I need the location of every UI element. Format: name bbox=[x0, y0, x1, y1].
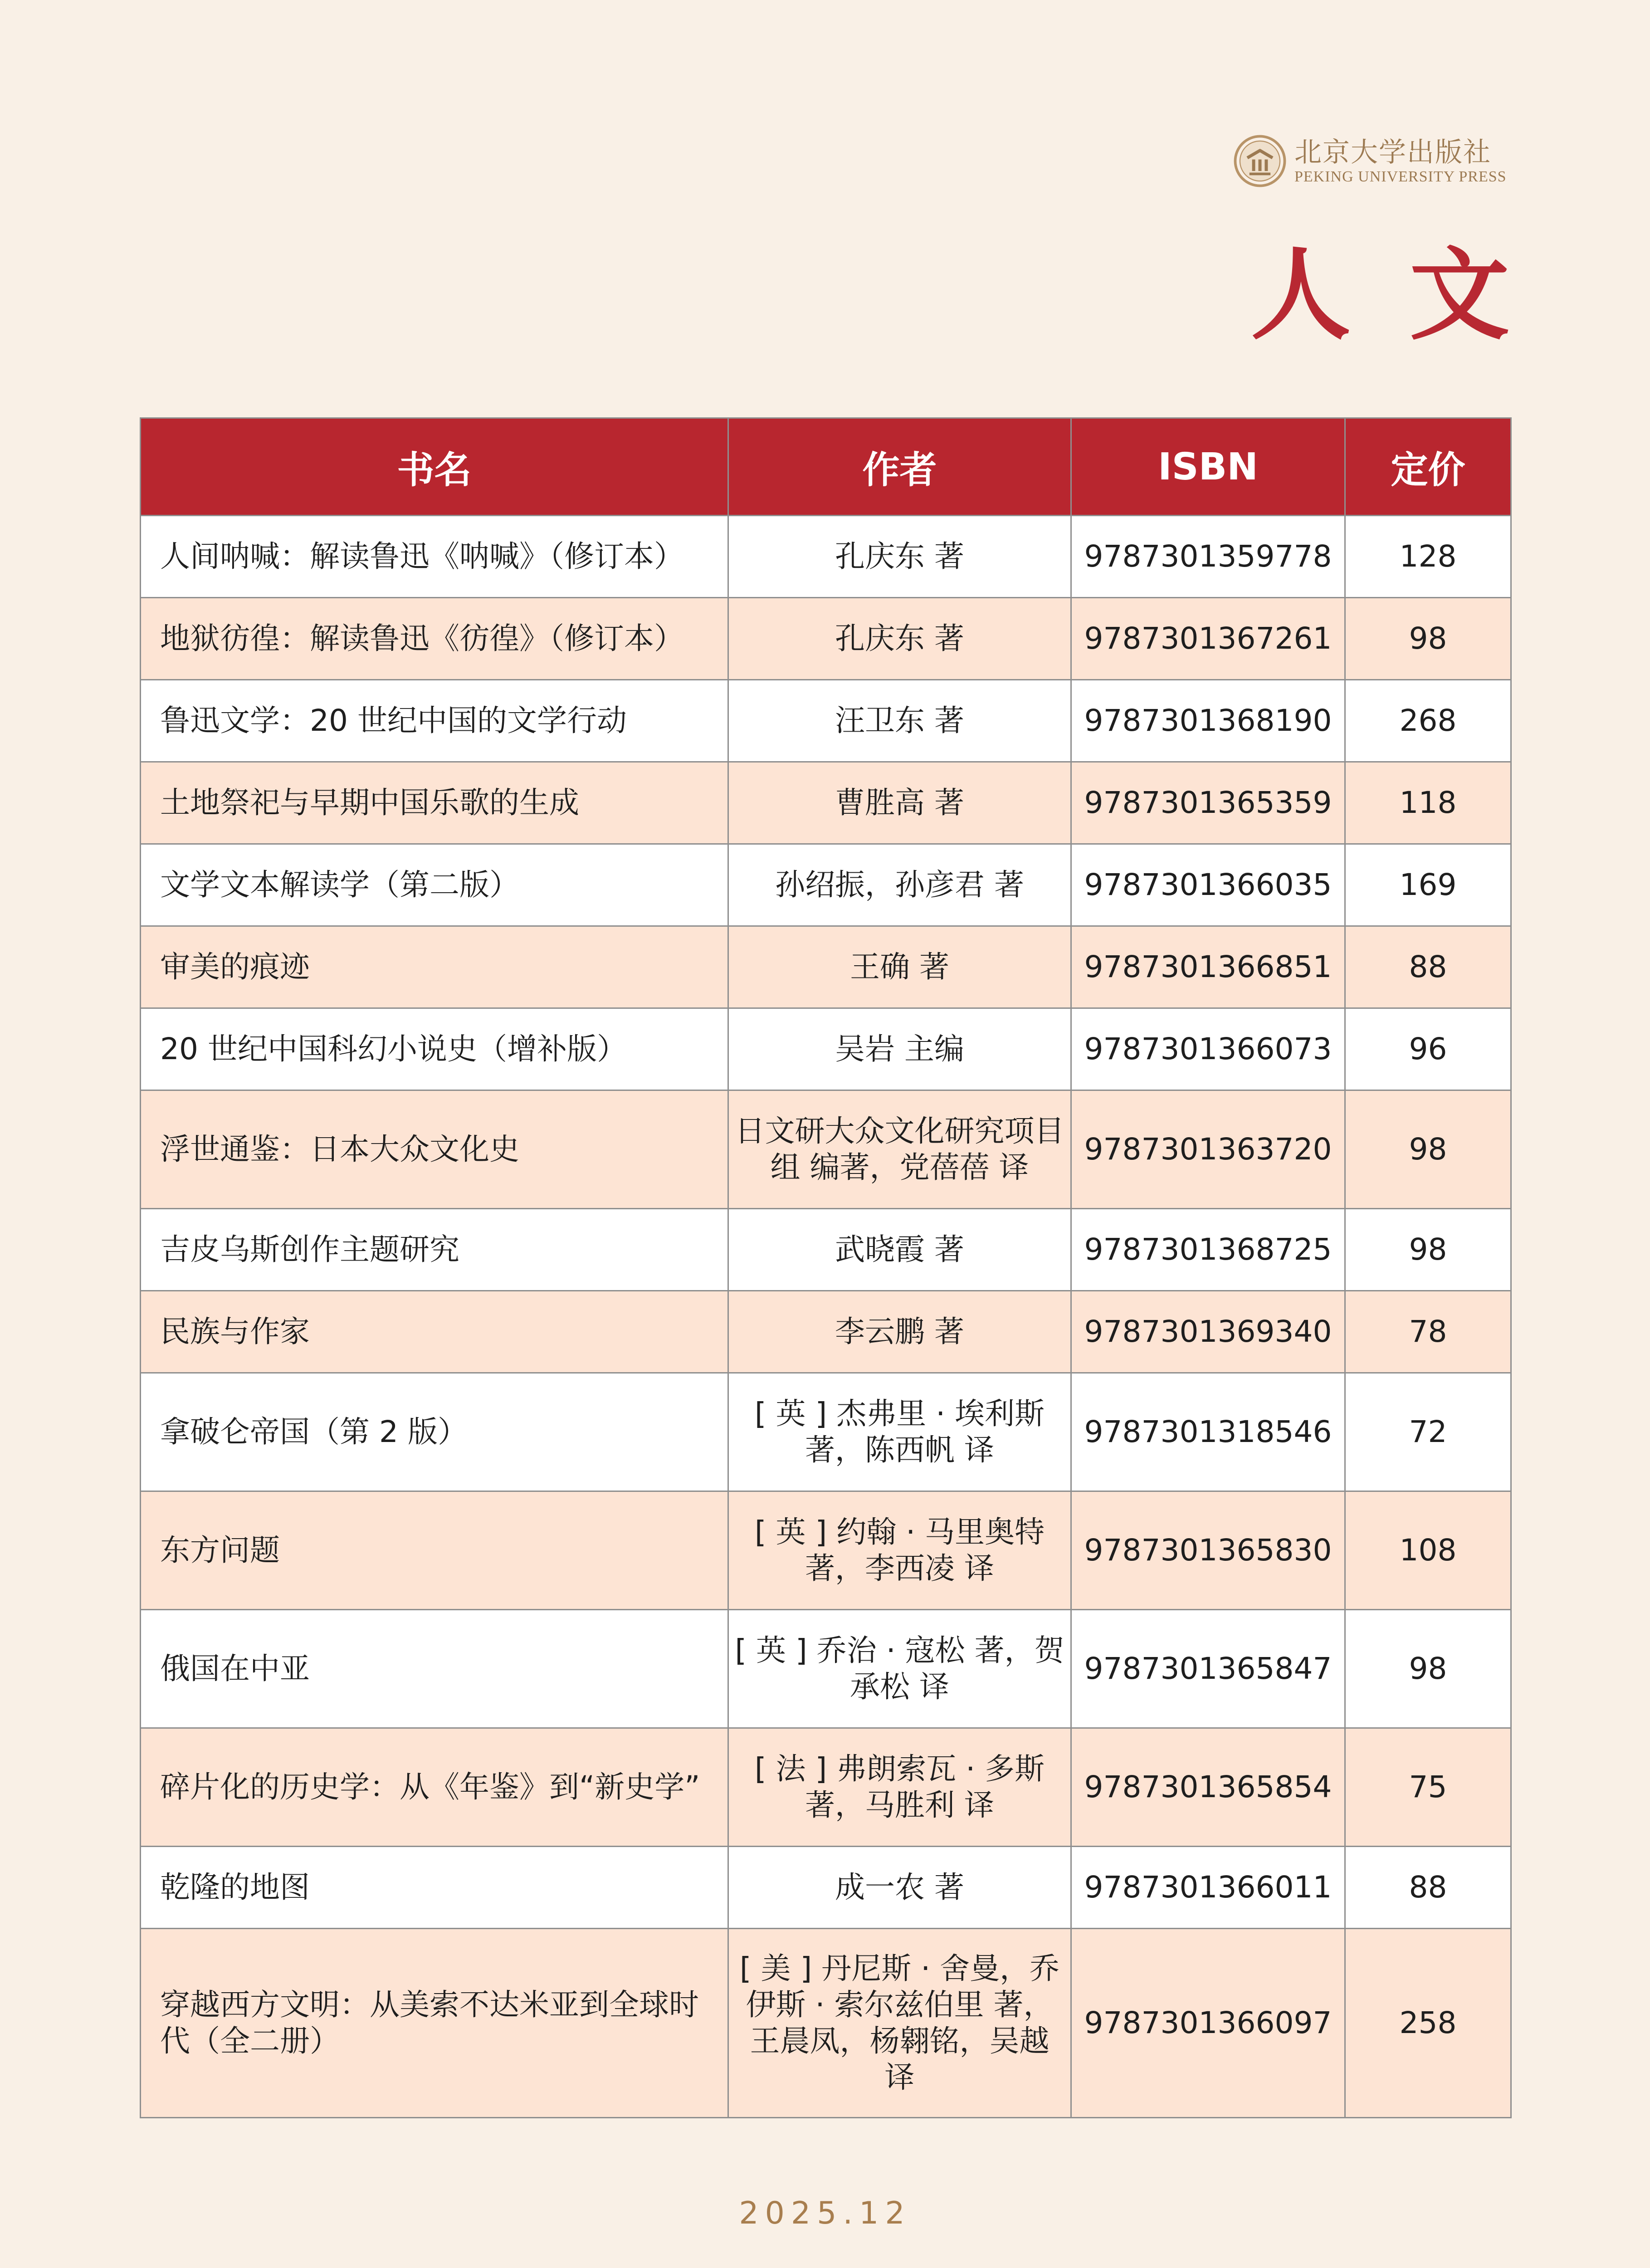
book-isbn: 9787301366011 bbox=[1071, 1847, 1345, 1929]
book-isbn: 9787301369340 bbox=[1071, 1291, 1345, 1373]
book-title: 穿越西方文明：从美索不达米亚到全球时代（全二册） bbox=[141, 1929, 728, 2118]
book-isbn: 9787301368190 bbox=[1071, 680, 1345, 762]
book-title: 人间呐喊：解读鲁迅《呐喊》（修订本） bbox=[141, 516, 728, 598]
peking-university-seal-icon bbox=[1234, 135, 1286, 187]
book-price: 88 bbox=[1345, 926, 1511, 1008]
book-isbn: 9787301366097 bbox=[1071, 1929, 1345, 2118]
book-price: 128 bbox=[1345, 516, 1511, 598]
book-title: 土地祭祀与早期中国乐歌的生成 bbox=[141, 762, 728, 844]
book-title: 20 世纪中国科幻小说史（增补版） bbox=[141, 1008, 728, 1090]
book-isbn: 9787301365830 bbox=[1071, 1491, 1345, 1610]
book-isbn: 9787301359778 bbox=[1071, 516, 1345, 598]
book-title: 东方问题 bbox=[141, 1491, 728, 1610]
book-price: 96 bbox=[1345, 1008, 1511, 1090]
section-title: 人文 bbox=[1250, 236, 1568, 353]
book-price: 258 bbox=[1345, 1929, 1511, 2118]
table-row bbox=[141, 1008, 1511, 1090]
book-title: 鲁迅文学：20 世纪中国的文学行动 bbox=[141, 680, 728, 762]
table-row bbox=[141, 1090, 1511, 1209]
book-title: 文学文本解读学（第二版） bbox=[141, 844, 728, 926]
publisher-name-cn: 北京大学出版社 bbox=[1294, 137, 1491, 168]
book-price: 118 bbox=[1345, 762, 1511, 844]
table-row bbox=[141, 516, 1511, 598]
book-price: 98 bbox=[1345, 1090, 1511, 1209]
book-author: 李云鹏 著 bbox=[728, 1291, 1071, 1373]
book-author: [ 英 ] 杰弗里 · 埃利斯 著，陈西帆 译 bbox=[728, 1373, 1071, 1491]
book-isbn: 9787301318546 bbox=[1071, 1373, 1345, 1491]
book-title: 拿破仑帝国（第 2 版） bbox=[141, 1373, 728, 1491]
book-isbn: 9787301363720 bbox=[1071, 1090, 1345, 1209]
table-row bbox=[141, 1491, 1511, 1610]
book-author: 王确 著 bbox=[728, 926, 1071, 1008]
header-price: 定价 bbox=[1345, 418, 1511, 516]
table-row bbox=[141, 1847, 1511, 1929]
book-price: 98 bbox=[1345, 1610, 1511, 1728]
book-table bbox=[140, 417, 1512, 2118]
book-title: 民族与作家 bbox=[141, 1291, 728, 1373]
book-isbn: 9787301365854 bbox=[1071, 1728, 1345, 1847]
publisher-logo bbox=[1234, 132, 1515, 191]
table-row bbox=[141, 1209, 1511, 1291]
book-author: 孔庆东 著 bbox=[728, 516, 1071, 598]
table-row bbox=[141, 598, 1511, 680]
book-isbn: 9787301365359 bbox=[1071, 762, 1345, 844]
book-title: 吉皮乌斯创作主题研究 bbox=[141, 1209, 728, 1291]
book-author: 武晓霞 著 bbox=[728, 1209, 1071, 1291]
issue-date: 2025.12 bbox=[739, 2195, 911, 2231]
book-isbn: 9787301366851 bbox=[1071, 926, 1345, 1008]
book-isbn: 9787301366073 bbox=[1071, 1008, 1345, 1090]
book-title: 浮世通鉴：日本大众文化史 bbox=[141, 1090, 728, 1209]
table-row bbox=[141, 926, 1511, 1008]
book-author: 吴岩 主编 bbox=[728, 1008, 1071, 1090]
book-price: 98 bbox=[1345, 1209, 1511, 1291]
table-row bbox=[141, 1373, 1511, 1491]
publisher-name-en: PEKING UNIVERSITY PRESS bbox=[1294, 168, 1507, 185]
book-price: 169 bbox=[1345, 844, 1511, 926]
book-author: 曹胜高 著 bbox=[728, 762, 1071, 844]
table-row bbox=[141, 680, 1511, 762]
book-title: 审美的痕迹 bbox=[141, 926, 728, 1008]
book-price: 268 bbox=[1345, 680, 1511, 762]
table-row bbox=[141, 1929, 1511, 2118]
book-title: 碎片化的历史学：从《年鉴》到“新史学” bbox=[141, 1728, 728, 1847]
book-title: 地狱彷徨：解读鲁迅《彷徨》（修订本） bbox=[141, 598, 728, 680]
book-author: 成一农 著 bbox=[728, 1847, 1071, 1929]
book-author: [ 英 ] 约翰 · 马里奥特 著，李西凌 译 bbox=[728, 1491, 1071, 1610]
book-price: 88 bbox=[1345, 1847, 1511, 1929]
table-row bbox=[141, 1291, 1511, 1373]
book-title: 乾隆的地图 bbox=[141, 1847, 728, 1929]
book-author: 日文研大众文化研究项目组 编著，党蓓蓓 译 bbox=[728, 1090, 1071, 1209]
book-author: [ 美 ] 丹尼斯 · 舍曼，乔伊斯 · 索尔兹伯里 著，王晨凤，杨翱铭，吴越 译 bbox=[728, 1929, 1071, 2118]
book-author: 孙绍振，孙彦君 著 bbox=[728, 844, 1071, 926]
book-author: [ 英 ] 乔治 · 寇松 著，贺承松 译 bbox=[728, 1610, 1071, 1728]
book-price: 75 bbox=[1345, 1728, 1511, 1847]
book-price: 72 bbox=[1345, 1373, 1511, 1491]
table-row bbox=[141, 844, 1511, 926]
book-price: 98 bbox=[1345, 598, 1511, 680]
book-author: 汪卫东 著 bbox=[728, 680, 1071, 762]
table-row bbox=[141, 1728, 1511, 1847]
table-row bbox=[141, 762, 1511, 844]
book-author: [ 法 ] 弗朗索瓦 · 多斯 著，马胜利 译 bbox=[728, 1728, 1071, 1847]
book-title: 俄国在中亚 bbox=[141, 1610, 728, 1728]
table-row bbox=[141, 1610, 1511, 1728]
book-isbn: 9787301366035 bbox=[1071, 844, 1345, 926]
book-price: 108 bbox=[1345, 1491, 1511, 1610]
book-isbn: 9787301368725 bbox=[1071, 1209, 1345, 1291]
header-title: 书名 bbox=[141, 418, 728, 516]
book-isbn: 9787301365847 bbox=[1071, 1610, 1345, 1728]
header-author: 作者 bbox=[728, 418, 1071, 516]
book-price: 78 bbox=[1345, 1291, 1511, 1373]
header-isbn: ISBN bbox=[1071, 418, 1345, 516]
book-isbn: 9787301367261 bbox=[1071, 598, 1345, 680]
table-header-row bbox=[141, 418, 1511, 516]
book-author: 孔庆东 著 bbox=[728, 598, 1071, 680]
